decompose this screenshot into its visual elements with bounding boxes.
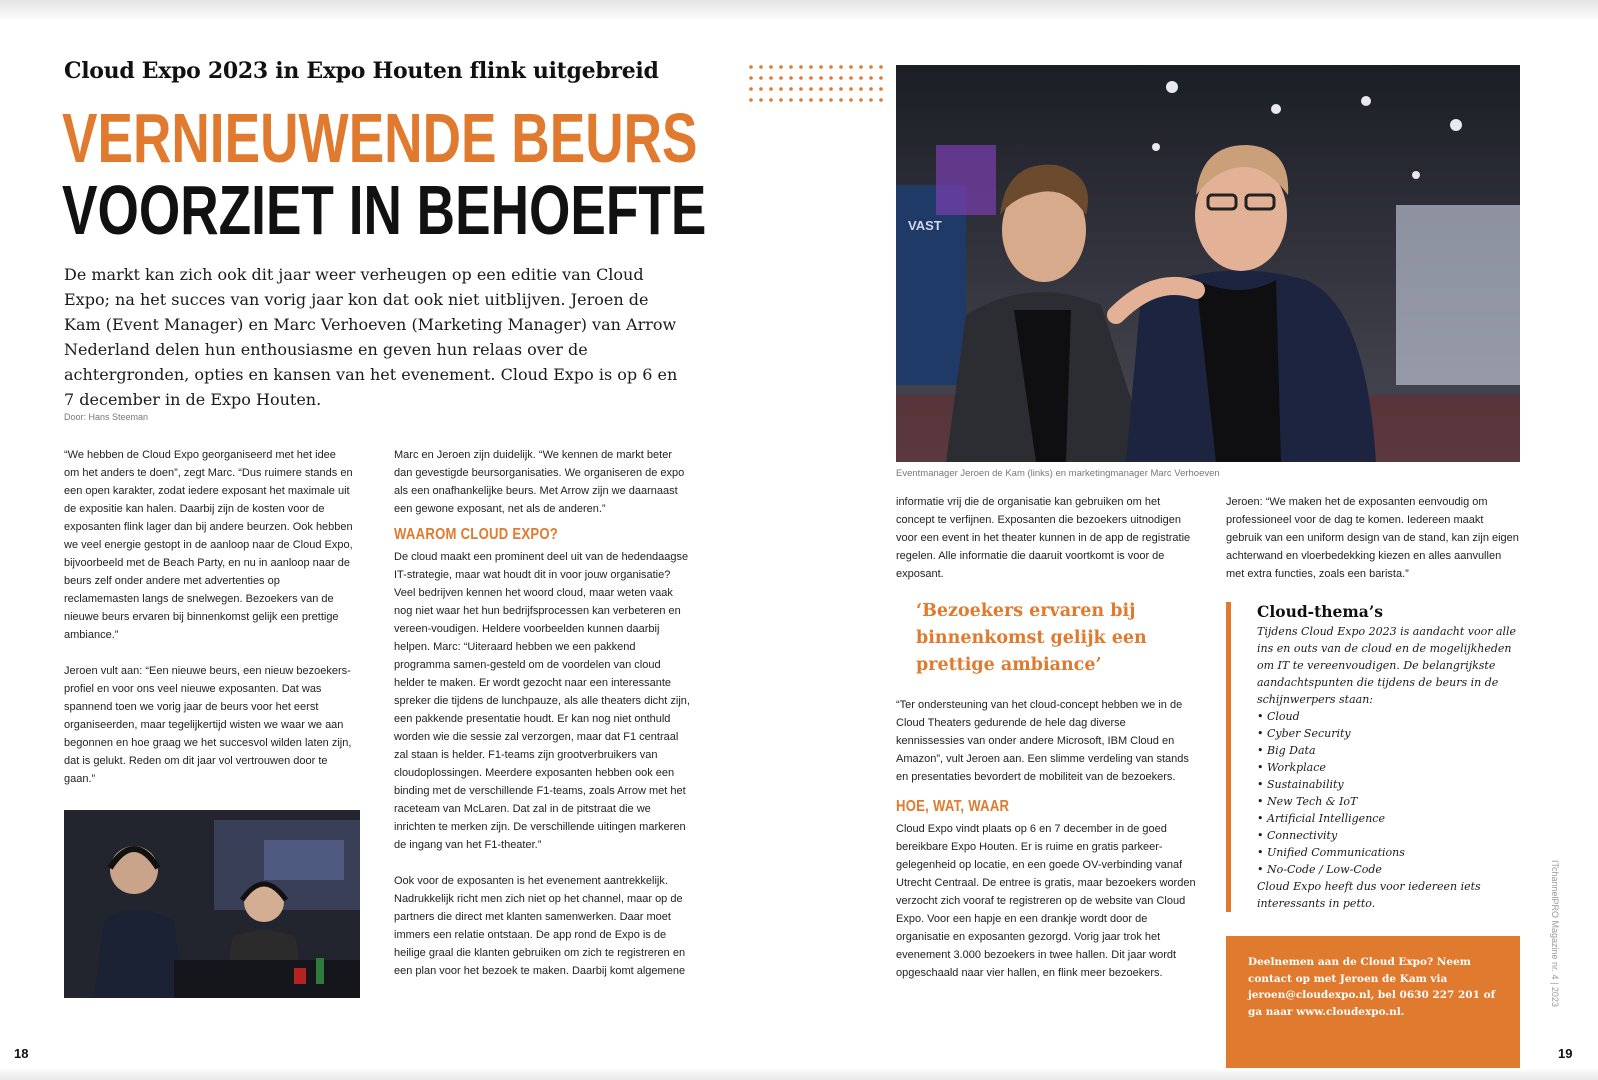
decor-dot xyxy=(769,65,773,69)
decor-dot xyxy=(809,98,813,102)
decor-dot xyxy=(759,65,763,69)
article-kicker: Cloud Expo 2023 in Expo Houten flink uitgebreid xyxy=(64,58,659,84)
decor-dot xyxy=(859,98,863,102)
decor-dot xyxy=(799,76,803,80)
event-photo-small xyxy=(64,810,360,998)
decor-dot xyxy=(819,87,823,91)
decor-dot xyxy=(839,87,843,91)
decor-dot xyxy=(759,76,763,80)
headline-line-1: VERNIEUWENDE BEURS xyxy=(62,99,698,177)
decor-dot xyxy=(779,65,783,69)
contact-callout-text: Deelnemen aan de Cloud Expo? Neem contact op met Jeroen de Kam via jeroen@cloudexpo.nl, bel 0630 227 201 of ga naar www.cloudexpo.nl. xyxy=(1248,956,1496,1018)
decor-dot xyxy=(799,65,803,69)
article-intro: De markt kan zich ook dit jaar weer verheugen op een editie van Cloud Expo; na het succes van vorig jaar kon dat ook niet uitblijven. Jeroen de Kam (Event Manager) en Marc Verhoeven (Marketing Manager) van Arrow Nederland delen hun enthousiasme en geven hun relaas over de achtergronden, opties en kansen van het evenement. Cloud Expo is op 6 en 7 december in de Expo Houten. xyxy=(64,265,678,409)
decor-dot xyxy=(789,65,793,69)
dot-grid-graphic xyxy=(748,64,888,106)
studio-photo-illustration xyxy=(64,810,360,998)
theme-item: • No-Code / Low-Code xyxy=(1257,861,1531,878)
sidebar-closing: Cloud Expo heeft dus voor iedereen iets interessants in petto. xyxy=(1257,880,1481,910)
decor-dot xyxy=(829,98,833,102)
article-headline xyxy=(62,99,707,249)
page-number-left: 18 xyxy=(14,1046,29,1061)
viewer-top-shadow xyxy=(0,0,1598,22)
decor-dot xyxy=(749,98,753,102)
decor-dot xyxy=(839,65,843,69)
decor-dot xyxy=(829,76,833,80)
sidebar-title: Cloud-thema’s xyxy=(1257,602,1383,621)
decor-dot xyxy=(879,87,883,91)
decor-dot xyxy=(869,98,873,102)
headline-line-2: VOORZIET IN BEHOEFTE xyxy=(62,171,707,249)
column-2 xyxy=(394,446,690,980)
theme-item: • Artificial Intelligence xyxy=(1257,810,1531,827)
subhead-hoe-wat-waar: HOE, WAT, WAAR xyxy=(896,798,1010,815)
decor-dot xyxy=(859,76,863,80)
page-number-right: 19 xyxy=(1558,1046,1573,1061)
decor-dot xyxy=(859,87,863,91)
decor-dot xyxy=(759,98,763,102)
column-3 xyxy=(896,493,1196,583)
decor-dot xyxy=(819,76,823,80)
theme-item: • Big Data xyxy=(1257,742,1531,759)
decor-dot xyxy=(819,98,823,102)
decor-dot xyxy=(749,76,753,80)
decor-dot xyxy=(769,76,773,80)
col3-paragraph-2: “Ter ondersteuning van het cloud-concept hebben we in de Cloud Theaters gedurende de hele dag diverse kennissessies van onder andere Microsoft, IBM Cloud en Amazon”, vult Jeroen aan. Een slimme verdeling van stands en presentaties bevordert de mobiliteit van de bezoekers. xyxy=(896,699,1189,783)
photo-caption: Eventmanager Jeroen de Kam (links) en marketingmanager Marc Verhoeven xyxy=(896,468,1220,479)
decor-dot xyxy=(849,65,853,69)
column-1 xyxy=(64,446,354,788)
decor-dot xyxy=(849,87,853,91)
decor-dot xyxy=(829,65,833,69)
col1-paragraph-2: Jeroen vult aan: “Een nieuwe beurs, een nieuw bezoekers-profiel en voor ons veel nieuwe exposanten. Dat was spannend toen we vorig jaar de beurs voor het eerst organiseerden, maar tegelijkertijd wisten we waar we aan begonnen en hoe graag we het succesvol wilden laten zijn, dat is gelukt. Reden om dit jaar vol vertrouwen door te gaan.” xyxy=(64,665,352,785)
col4-paragraph-1: Jeroen: “We maken het de exposanten eenvoudig om professioneel voor de dag te komen. Iedereen maakt gebruik van een uniform design van de stand, kan zijn eigen achterwand en vloerbedekking kiezen en alles aanvullen met extra functies, zoals een barista.” xyxy=(1226,496,1519,580)
decorative-dot-grid xyxy=(748,64,888,106)
decor-dot xyxy=(779,98,783,102)
decor-dot xyxy=(799,98,803,102)
decor-dot xyxy=(789,98,793,102)
decor-dot xyxy=(749,65,753,69)
decor-dot xyxy=(799,87,803,91)
decor-dot xyxy=(749,87,753,91)
magazine-issue-label: ITchannelPRO Magazine nr. 4 | 2023 xyxy=(1550,860,1560,1007)
col3-paragraph-1: informatie vrij die de organisatie kan gebruiken om het concept te verfijnen. Exposanten die bezoekers uitnodigen voor een event in het theater kunnen in de app de registratie regelen. Alle informatie die daaruit voortkomt is voor de exposant. xyxy=(896,496,1191,580)
sidebar-cloud-themes xyxy=(1226,602,1531,912)
decor-dot xyxy=(779,76,783,80)
pull-quote: ‘Bezoekers ervaren bij binnenkomst gelijk een prettige ambiance’ xyxy=(916,601,1147,675)
portrait-photo-illustration xyxy=(896,65,1520,462)
decor-dot xyxy=(869,65,873,69)
viewer-bottom-shadow xyxy=(0,1068,1598,1080)
decor-dot xyxy=(879,76,883,80)
decor-dot xyxy=(779,87,783,91)
decor-dot xyxy=(789,76,793,80)
col2-paragraph-1: Marc en Jeroen zijn duidelijk. “We kennen de markt beter dan gevestigde beursorganisaties. We organiseren de expo als een onafhankelijke beurs. Met Arrow zijn we daarnaast een gewone exposant, net als de anderen.” xyxy=(394,449,685,515)
byline: Door: Hans Steeman xyxy=(64,412,149,422)
decor-dot xyxy=(869,87,873,91)
decor-dot xyxy=(809,87,813,91)
theme-item: • Workplace xyxy=(1257,759,1531,776)
decor-dot xyxy=(809,65,813,69)
decor-dot xyxy=(839,98,843,102)
decor-dot xyxy=(849,76,853,80)
col1-paragraph-1: “We hebben de Cloud Expo georganiseerd met het idee om het anders te doen”, zegt Marc. “Dus ruimere stands en een open karakter, zodat iedere exposant het maximale uit de expositie kan halen. Daarbij zijn de kosten voor de exposanten flink lager dan bij andere beurzen. Ook hebben we veel energie gestopt in de aanloop naar de Cloud Expo, bijvoorbeeld met de Beach Party, en nu in aanloop naar de beurs zelf onder andere met advertenties op reclamemasten langs de snelwegen. Bezoekers van de nieuwe beurs ervaren bij binnenkomst gelijk een prettige ambiance.” xyxy=(64,449,353,641)
event-photo-main xyxy=(896,65,1520,462)
decor-dot xyxy=(839,76,843,80)
decor-dot xyxy=(759,87,763,91)
subhead-waarom: WAAROM CLOUD EXPO? xyxy=(394,526,559,543)
decor-dot xyxy=(869,76,873,80)
decor-dot xyxy=(849,98,853,102)
decor-dot xyxy=(859,65,863,69)
theme-item: • New Tech & IoT xyxy=(1257,793,1531,810)
theme-list xyxy=(1257,708,1531,878)
decor-dot xyxy=(819,65,823,69)
column-3-lower xyxy=(896,696,1196,982)
decor-dot xyxy=(769,87,773,91)
column-4 xyxy=(1226,493,1520,583)
sidebar-lead: Tijdens Cloud Expo 2023 is aandacht voor alle ins en outs van de cloud en de mogelijkheden om IT te vereenvoudigen. De belangrijkste aandachtspunten die tijdens de beurs in de schijnwerpers staan: xyxy=(1257,625,1517,706)
decor-dot xyxy=(809,76,813,80)
decor-dot xyxy=(769,98,773,102)
col2-paragraph-3: Ook voor de exposanten is het evenement aantrekkelijk. Nadrukkelijk richt men zich niet op het channel, maar op de partners die direct met klanten samenwerken. Daar moet immers een relatie ontstaan. De app rond de Expo is de heilige graal die klanten gebruiken om zich te registreren en een plan voor het bezoek te maken. Daarbij komt algemene xyxy=(394,875,686,977)
col3-paragraph-3: Cloud Expo vindt plaats op 6 en 7 december in de goed bereikbare Expo Houten. Er is ruime en gratis parkeer-gelegenheid op locatie, en een goede OV-verbinding vanaf Utrecht Centraal. De entree is gratis, maar bezoekers worden verzocht zich vooraf te registreren op de website van Cloud Expo. Voor een hapje en een drankje wordt door de organisatie en exposanten gezorgd. Vorig jaar trok het evenement 3.000 bezoekers in twee hallen. Dit jaar wordt opgeschaald naar vier hallen, en flink meer bezoekers. xyxy=(896,823,1196,979)
theme-item: • Unified Communications xyxy=(1257,844,1531,861)
decor-dot xyxy=(789,87,793,91)
theme-item: • Connectivity xyxy=(1257,827,1531,844)
decor-dot xyxy=(879,98,883,102)
contact-callout-box xyxy=(1226,936,1520,1080)
theme-item: • Cloud xyxy=(1257,708,1531,725)
theme-item: • Cyber Security xyxy=(1257,725,1531,742)
theme-item: • Sustainability xyxy=(1257,776,1531,793)
decor-dot xyxy=(829,87,833,91)
col2-paragraph-2: De cloud maakt een prominent deel uit van de hedendaagse IT-strategie, maar wat houdt dit in voor jouw organisatie? Veel bedrijven kennen het woord cloud, maar weten vaak nog niet waar het hun bedrijfsprocessen kan verbeteren en vereen-voudigen. Heldere voorbeelden kunnen daarbij helpen. Marc: “Uiteraard hebben we een pakkend programma samen-gesteld om de voordelen van cloud helder te maken. Er wordt gezocht naar een interessante spreker die tijdens de lunchpauze, als alle theaters dicht zijn, een pakkende presentatie houdt. Er kan nog niet onthuld worden wie die sessie zal verzorgen, maar dat F1 centraal zal staan is helder. F1-teams zijn grootverbruikers van cloudoplossingen. Meerdere exposanten hebben ook een binding met de verschillende F1-teams, zoals Arrow met het raceteam van McLaren. Dat zal in de pitstraat die we inrichten te merken zijn. De verschillende uitingen markeren de ingang van het F1-theater.” xyxy=(394,551,690,851)
booth-banner-text: VAST xyxy=(908,218,942,233)
decor-dot xyxy=(879,65,883,69)
